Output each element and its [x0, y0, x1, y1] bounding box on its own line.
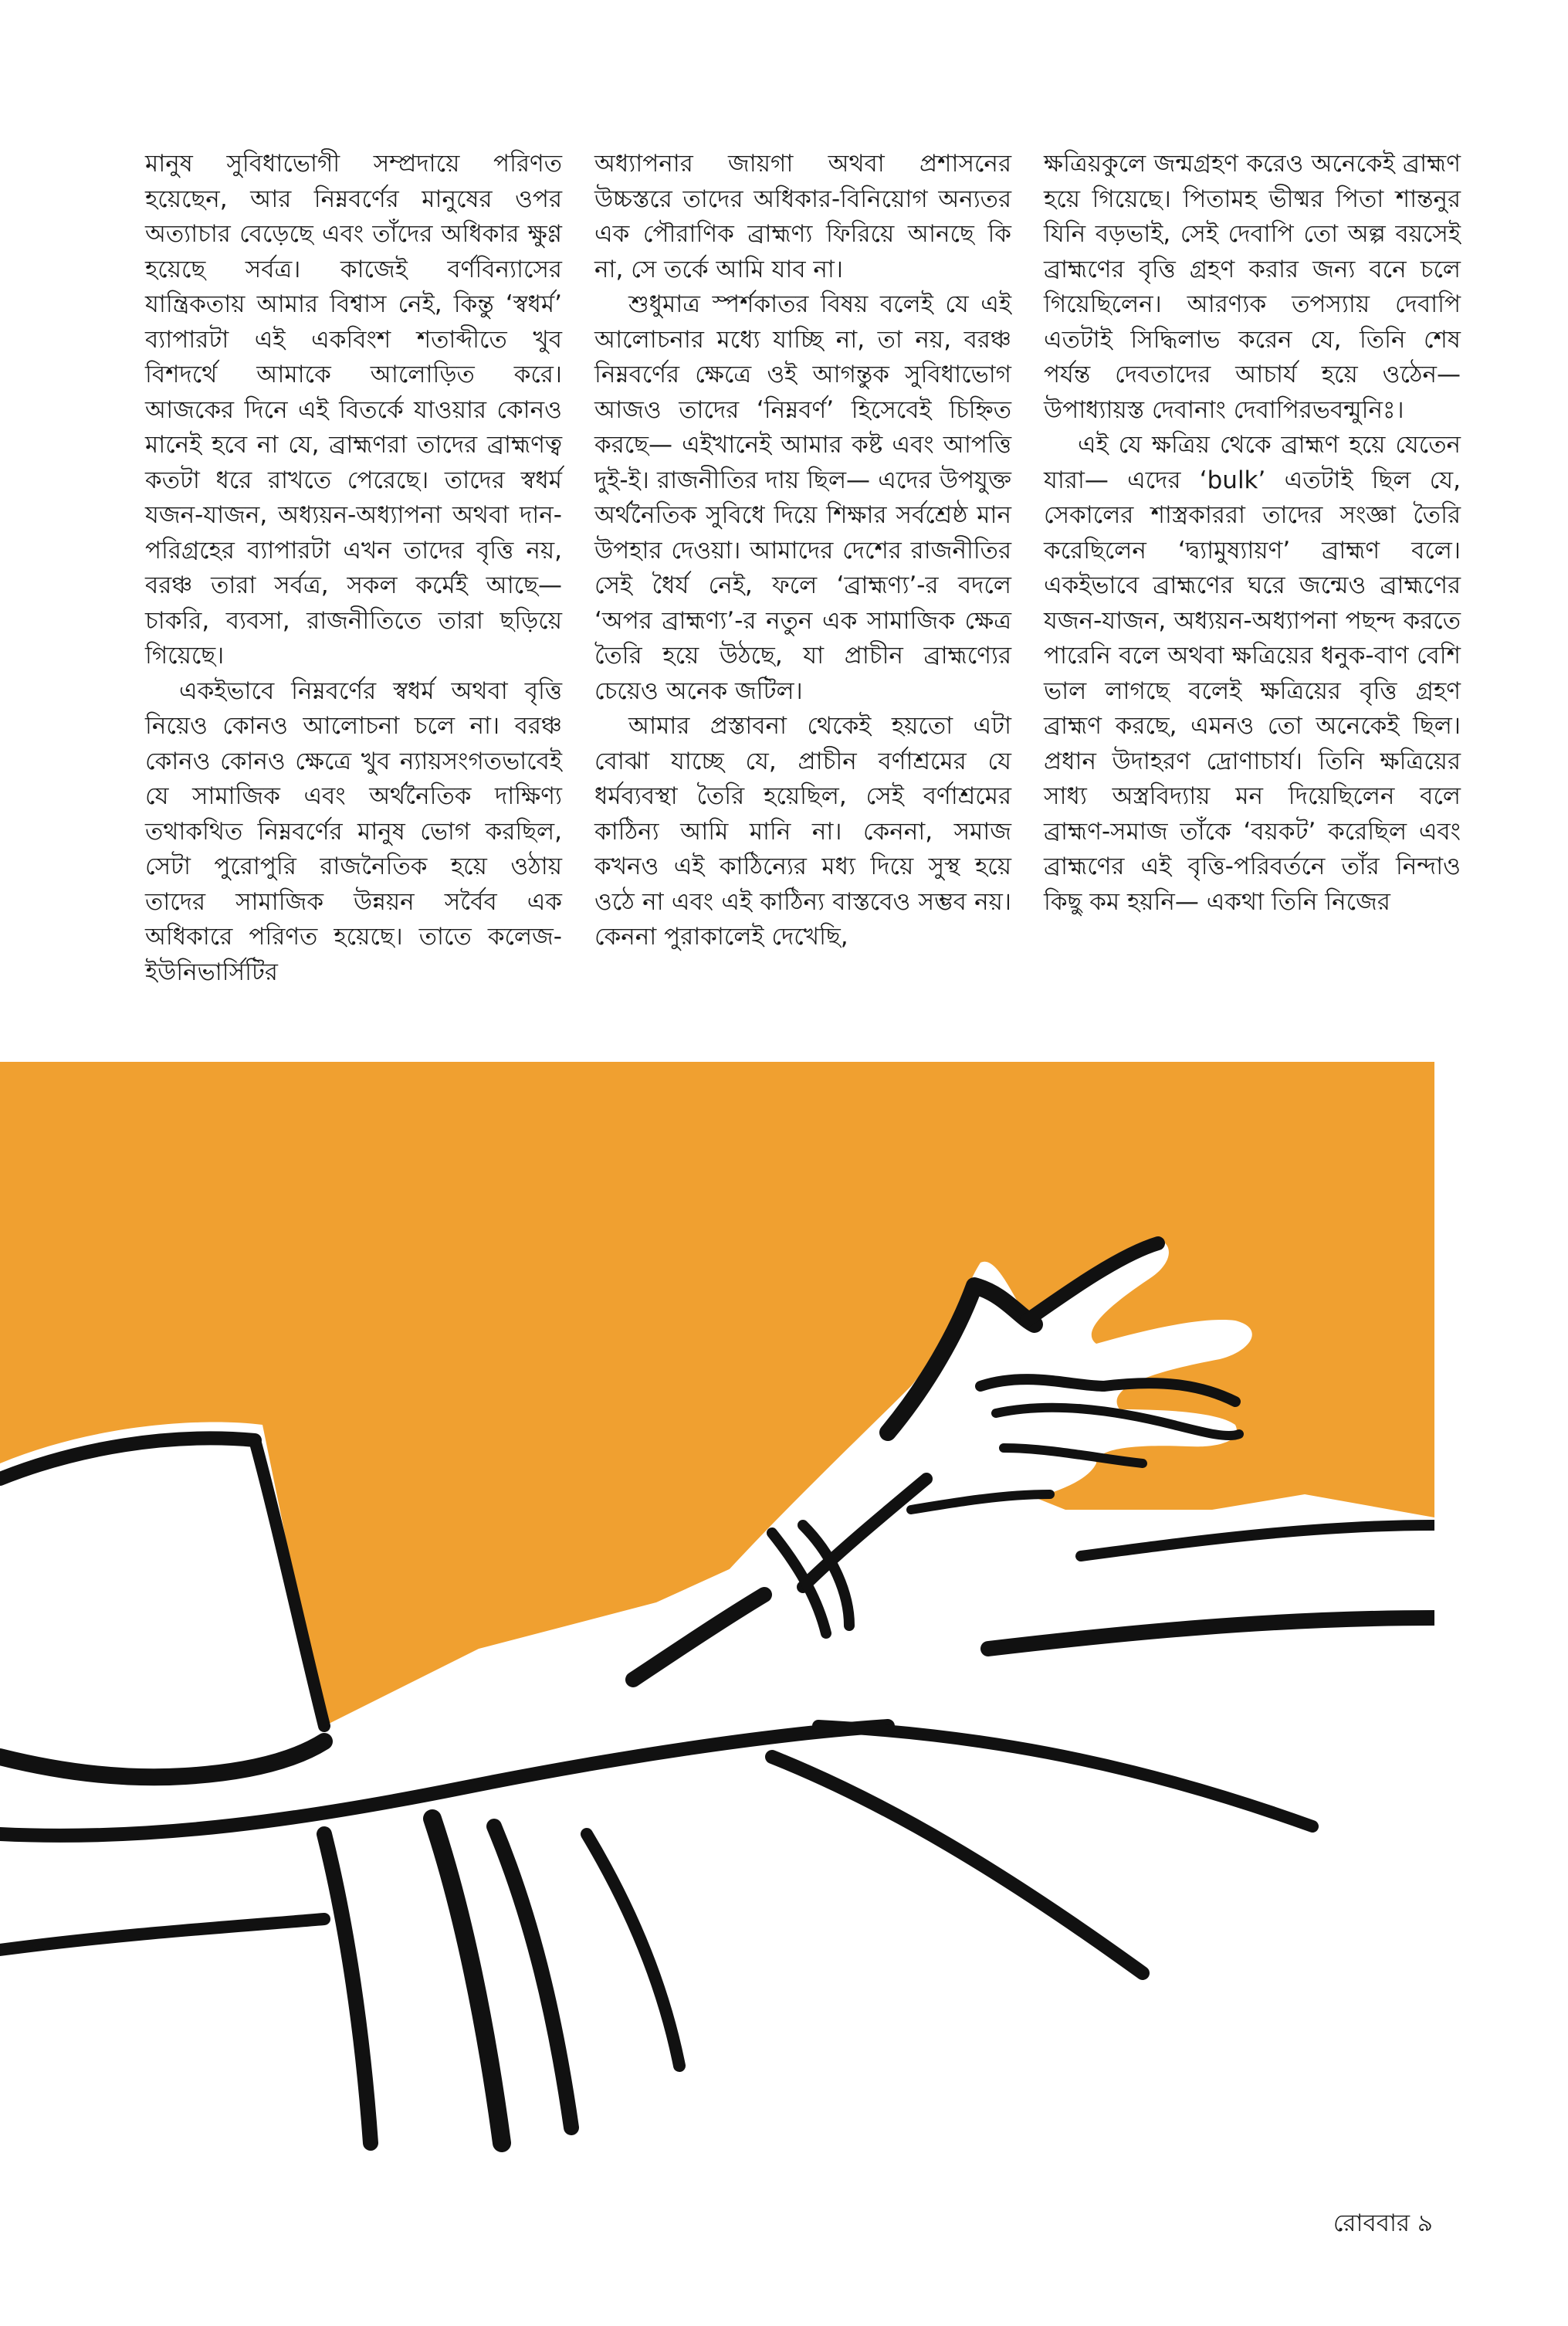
paragraph: অধ্যাপনার জায়গা অথবা প্রশাসনের উচ্চস্তরে তাদের অধিকার-বিনিয়োগ অন্যতর এক পৌরাণিক ব্রাহ্মণ্য ফিরিয়ে আনছে কি না, সে তর্কে আমি যাব না।	[594, 150, 1011, 283]
paragraph: একইভাবে নিম্নবর্ণের স্বধর্ম অথবা বৃত্তি নিয়েও কোনও আলোচনা চলে না। বরঞ্চ কোনও কোনও ক্ষেত্রে খুব ন্যায়সংগতভাবেই যে সামাজিক এবং অর্থনৈতিক দাক্ষিণ্য তথাকথিত নিম্নবর্ণের মানুষ ভোগ করছিল, সেটা পুরোপুরি রাজনৈতিক হয়ে ওঠায় তাদের সামাজিক উন্নয়ন সর্বৈব এক অধিকারে পরিণত হয়েছে। তাতে কলেজ-ইউনিভার্সিটির	[145, 676, 562, 986]
paragraph: আমার প্রস্তাবনা থেকেই হয়তো এটা বোঝা যাচ্ছে যে, প্রাচীন বর্ণাশ্রমের যে ধর্মব্যবস্থা তৈরি হয়েছিল, সেই বর্ণাশ্রমের কাঠিন্য আমি মানি না। কেননা, সমাজ কখনও এই কাঠিন্যের মধ্য দিয়ে সুস্থ হয়ে ওঠে না এবং এই কাঠিন্য বাস্তবেও সম্ভব নয়। কেননা পুরাকালেই দেখেছি,	[594, 712, 1011, 951]
hand-illustration	[0, 1062, 1434, 2189]
paragraph: শুধুমাত্র স্পর্শকাতর বিষয় বলেই যে এই আলোচনার মধ্যে যাচ্ছি না, তা নয়, বরঞ্চ নিম্নবর্ণের ক্ষেত্রে ওই আগন্তুক সুবিধাভোগ আজও তাদের ‘নিম্নবর্ণ’ হিসেবেই চিহ্নিত করছে— এইখানেই আমার কষ্ট এবং আপত্তি দুই-ই। রাজনীতির দায় ছিল— এদের উপযুক্ত অর্থনৈতিক সুবিধে দিয়ে শিক্ষার সর্বশ্রেষ্ঠ মান উপহার দেওয়া। আমাদের দেশের রাজনীতির সেই ধৈর্য নেই, ফলে ‘ব্রাহ্মণ্য’-র বদলে ‘অপর ব্রাহ্মণ্য’-র নতুন এক সামাজিক ক্ষেত্র তৈরি হয়ে উঠছে, যা প্রাচীন ব্রাহ্মণ্যের চেয়েও অনেক জটিল।	[594, 290, 1011, 705]
paragraph: ক্ষত্রিয়কুলে জন্মগ্রহণ করেও অনেকেই ব্রাহ্মণ হয়ে গিয়েছে। পিতামহ ভীষ্মর পিতা শান্তনুর যিনি বড়ভাই, সেই দেবাপি তো অল্প বয়সেই ব্রাহ্মণের বৃত্তি গ্রহণ করার জন্য বনে চলে গিয়েছিলেন। আরণ্যক তপস্যায় দেবাপি এতটাই সিদ্ধিলাভ করেন যে, তিনি শেষ পর্যন্ত দেবতাদের আচার্য হয়ে ওঠেন— উপাধ্যায়স্ত দেবানাং দেবাপিরভবন্মুনিঃ।	[1044, 150, 1461, 424]
text-column-2	[594, 147, 1011, 955]
page-footer: রোববার ৯	[1333, 2209, 1433, 2237]
paragraph: মানুষ সুবিধাভোগী সম্প্রদায়ে পরিণত হয়েছেন, আর নিম্নবর্ণের মানুষের ওপর অত্যাচার বেড়েছে এবং তাঁদের অধিকার ক্ষুণ্ণ হয়েছে সর্বত্র। কাজেই বর্ণবিন্যাসের যান্ত্রিকতায় আমার বিশ্বাস নেই, কিন্তু ‘স্বধর্ম’ ব্যাপারটা এই একবিংশ শতাব্দীতে খুব বিশদর্থে আমাকে আলোড়িত করে। আজকের দিনে এই বিতর্কে যাওয়ার কোনও মানেই হবে না যে, ব্রাহ্মণরা তাদের ব্রাহ্মণত্ব কতটা ধরে রাখতে পেরেছে। তাদের স্বধর্ম যজন-যাজন, অধ্যয়ন-অধ্যাপনা অথবা দান-পরিগ্রহের ব্যাপারটা এখন তাদের বৃত্তি নয়, বরঞ্চ তারা সর্বত্র, সকল কর্মেই আছে— চাকরি, ব্যবসা, রাজনীতিতে তারা ছড়িয়ে গিয়েছে।	[145, 150, 562, 670]
paragraph: এই যে ক্ষত্রিয় থেকে ব্রাহ্মণ হয়ে যেতেন যারা— এদের ‘bulk’ এতটাই ছিল যে, সেকালের শাস্ত্রকাররা তাদের সংজ্ঞা তৈরি করেছিলেন ‘দ্ব্যামুষ্যায়ণ’ ব্রাহ্মণ বলে। একইভাবে ব্রাহ্মণের ঘরে জন্মেও ব্রাহ্মণের যজন-যাজন, অধ্যয়ন-অধ্যাপনা পছন্দ করতে পারেনি বলে অথবা ক্ষত্রিয়ের ধনুক-বাণ বেশি ভাল লাগছে বলেই ক্ষত্রিয়ের বৃত্তি গ্রহণ ব্রাহ্মণ করছে, এমনও তো অনেকেই ছিল। প্রধান উদাহরণ দ্রোণাচার্য। তিনি ক্ষত্রিয়ের সাধ্য অস্ত্রবিদ্যায় মন দিয়েছিলেন বলে ব্রাহ্মণ-সমাজ তাঁকে ‘বয়কট’ করেছিল এবং ব্রাহ্মণের এই বৃত্তি-পরিবর্তনে তাঁর নিন্দাও কিছু কম হয়নি— একথা তিনি নিজের	[1044, 431, 1461, 916]
text-column-1	[145, 147, 562, 990]
text-column-3	[1044, 147, 1461, 920]
